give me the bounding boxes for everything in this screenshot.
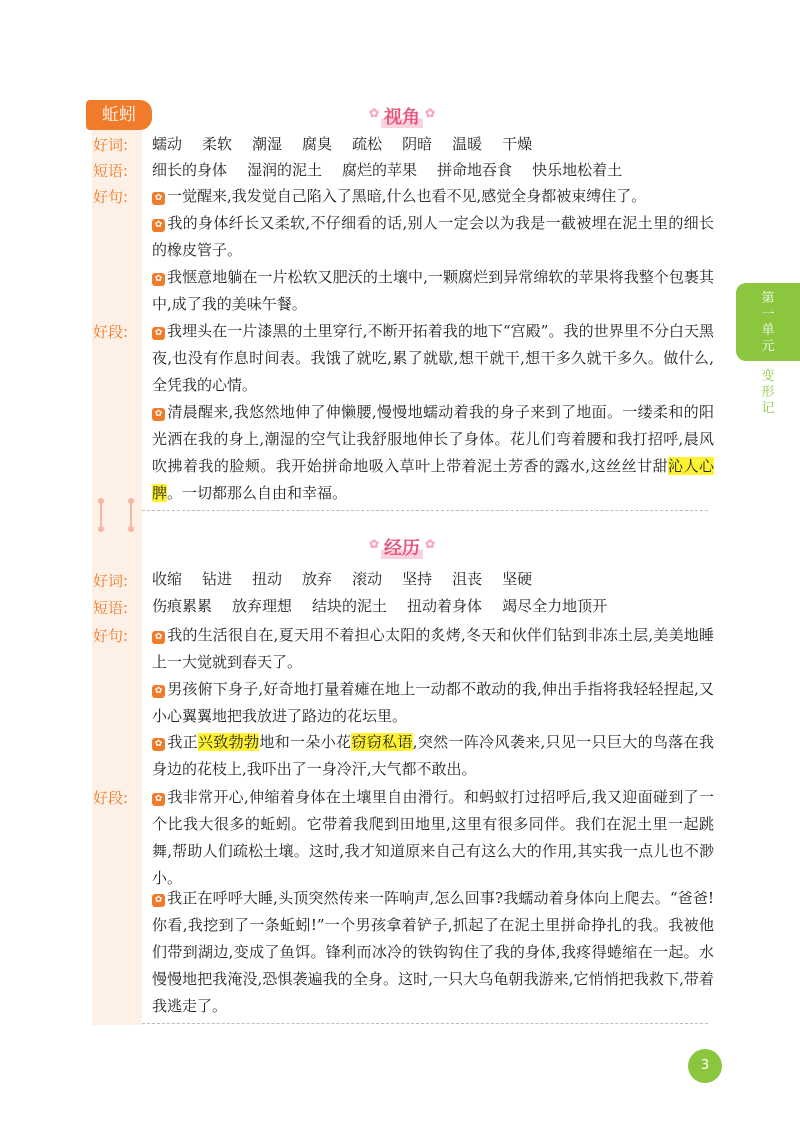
chapter-side-tab (736, 361, 800, 431)
bullet-icon: ✿ (152, 738, 165, 751)
star-icon: ✿ (425, 537, 436, 551)
bullet-icon: ✿ (152, 327, 165, 340)
paragraph-text: 清晨醒来,我悠然地伸了伸懒腰,慢慢地蠕动着我的身子来到了地面。一缕柔和的阳光洒在我的身上,潮湿的空气让我舒服地伸长了身体。花儿们弯着腰和我打招呼,晨风吹拂着我的脸颊。我开始拼命地吸入草叶上带着泥土芳香的露水,这丝丝甘甜 (152, 403, 714, 475)
word: 扭动 (252, 570, 283, 588)
phrase: 拼命地吞食 (437, 161, 513, 179)
section-title-2 (142, 534, 662, 560)
sentence-item (152, 183, 714, 210)
section-title-text: 经历 (381, 538, 423, 559)
paragraph-text: 。一切都那么自由和幸福。 (167, 484, 348, 502)
word: 蠕动 (152, 135, 183, 153)
paragraph-text: 我非常开心,伸缩着身体在土壤里自由滑行。和蚂蚁打过招呼后,我又迎面碰到了一个比我大很多的蚯蚓。它带着我爬到田地里,这里有很多同伴。我们在泥土里一起跳舞,帮助人们疏松土壤。这时,我才知道原来自己有这么大的作用,其实我一点儿也不渺小。 (152, 788, 714, 887)
bullet-icon: ✿ (152, 273, 165, 286)
phrase: 细长的身体 (152, 161, 228, 179)
word: 干燥 (502, 135, 533, 153)
duanyu-label: 短语: (93, 599, 129, 617)
paragraph-item (152, 318, 714, 399)
sentence-item (152, 210, 714, 264)
highlighted-phrase: 沁人心脾 (152, 457, 714, 502)
sentence-text: 我正 (167, 733, 199, 751)
highlighted-phrase: 窃窃私语 (351, 733, 413, 751)
haoju-label: 好句: (93, 188, 129, 206)
paragraph-text: 我埋头在一片漆黑的土里穿行,不断开拓着我的地下“宫殿”。我的世界里不分白天黑夜,也没有作息时间表。我饿了就吃,累了就歇,想干就干,想干多久就干多久。做什么,全凭我的心情。 (152, 322, 714, 394)
section-divider (142, 1023, 708, 1024)
phrase: 竭尽全力地顶开 (502, 597, 608, 615)
phrase: 快乐地松着土 (532, 161, 623, 179)
word: 疏松 (352, 135, 383, 153)
word: 阴暗 (402, 135, 433, 153)
bullet-icon: ✿ (152, 192, 165, 205)
bullet-icon: ✿ (152, 631, 165, 644)
binder-clip-icon (98, 498, 134, 532)
word: 腐臭 (302, 135, 333, 153)
word: 收缩 (152, 570, 183, 588)
word: 放弃 (302, 570, 333, 588)
duanyu-list (152, 594, 712, 618)
word: 坚持 (402, 570, 433, 588)
haoduan-label: 好段: (93, 789, 129, 807)
phrase: 扭动着身体 (407, 597, 483, 615)
haoju-label: 好句: (93, 627, 129, 645)
left-label-column (92, 100, 142, 1025)
haoduan-label: 好段: (93, 323, 129, 341)
page-number: 3 (688, 1049, 722, 1083)
phrase: 湿润的泥土 (247, 161, 323, 179)
duanyu-list (152, 158, 712, 182)
star-icon: ✿ (368, 537, 379, 551)
word: 沮丧 (452, 570, 483, 588)
paragraph-item (152, 399, 714, 507)
paragraph-item (152, 885, 714, 1020)
chapter-text: 变形记 (761, 369, 775, 416)
sentence-item (152, 622, 714, 676)
word: 潮湿 (252, 135, 283, 153)
star-icon: ✿ (368, 106, 379, 120)
word: 钻进 (202, 570, 233, 588)
word: 滚动 (352, 570, 383, 588)
unit-side-tab (736, 283, 800, 361)
haoci-list (152, 132, 712, 156)
star-icon: ✿ (425, 106, 436, 120)
bullet-icon: ✿ (152, 408, 165, 421)
sentence-text: 男孩俯下身子,好奇地打量着瘫在地上一动都不敢动的我,伸出手指将我轻轻捏起,又小心翼翼地把我放进了路边的花坛里。 (152, 680, 714, 725)
sentence-text: 我的生活很自在,夏天用不着担心太阳的炙烤,冬天和伙伴们钻到非冻土层,美美地睡上一大觉就到春天了。 (152, 626, 714, 671)
unit-label (736, 291, 800, 355)
sentence-item (152, 729, 714, 783)
word: 温暖 (452, 135, 483, 153)
sentence-text: 我的身体纤长又柔软,不仔细看的话,别人一定会以为我是一截被埋在泥土里的细长的橡皮管子。 (152, 214, 714, 259)
topic-tag: 蚯蚓 (86, 100, 152, 130)
chapter-label (736, 369, 800, 417)
section-title-1 (142, 103, 662, 129)
bullet-icon: ✿ (152, 219, 165, 232)
word: 坚硬 (502, 570, 533, 588)
bullet-icon: ✿ (152, 793, 165, 806)
phrase: 伤痕累累 (152, 597, 213, 615)
haoci-label: 好词: (93, 572, 129, 590)
sentence-item (152, 676, 714, 730)
sentence-item (152, 264, 714, 318)
phrase: 腐烂的苹果 (342, 161, 418, 179)
section-title-text: 视角 (381, 107, 423, 128)
bullet-icon: ✿ (152, 894, 165, 907)
haoci-list (152, 567, 712, 591)
sentence-text: 我惬意地躺在一片松软又肥沃的土壤中,一颗腐烂到异常绵软的苹果将我整个包裹其中,成了我的美味午餐。 (152, 268, 714, 313)
highlighted-phrase: 兴致勃勃 (198, 733, 260, 751)
phrase: 放弃理想 (232, 597, 293, 615)
haoci-label: 好词: (93, 136, 129, 154)
paragraph-text: 我正在呼呼大睡,头顶突然传来一阵响声,怎么回事?我蠕动着身体向上爬去。“爸爸!你看,我挖到了一条蚯蚓!”一个男孩拿着铲子,抓起了在泥土里拼命挣扎的我。我被他们带到湖边,变成了鱼饵。锋利而冰冷的铁钩钩住了我的身体,我疼得蜷缩在一起。水慢慢地把我淹没,恐惧袭遍我的全身。这时,一只大乌龟朝我游来,它悄悄把我救下,带着我逃走了。 (152, 889, 714, 1015)
duanyu-label: 短语: (93, 162, 129, 180)
sentence-text: 地和一朵小花 (259, 733, 352, 751)
word: 柔软 (202, 135, 233, 153)
phrase: 结块的泥土 (312, 597, 388, 615)
paragraph-item (152, 784, 714, 892)
sentence-text: ,突然一阵冷风袭来,只见一只巨大的鸟落在我身边的花枝上,我吓出了一身冷汗,大气都不敢出。 (152, 733, 714, 778)
bullet-icon: ✿ (152, 685, 165, 698)
sentence-text: 一觉醒来,我发觉自己陷入了黑暗,什么也看不见,感觉全身都被束缚住了。 (167, 187, 647, 205)
unit-text: 第一单元 (761, 291, 775, 354)
section-divider (142, 510, 708, 511)
